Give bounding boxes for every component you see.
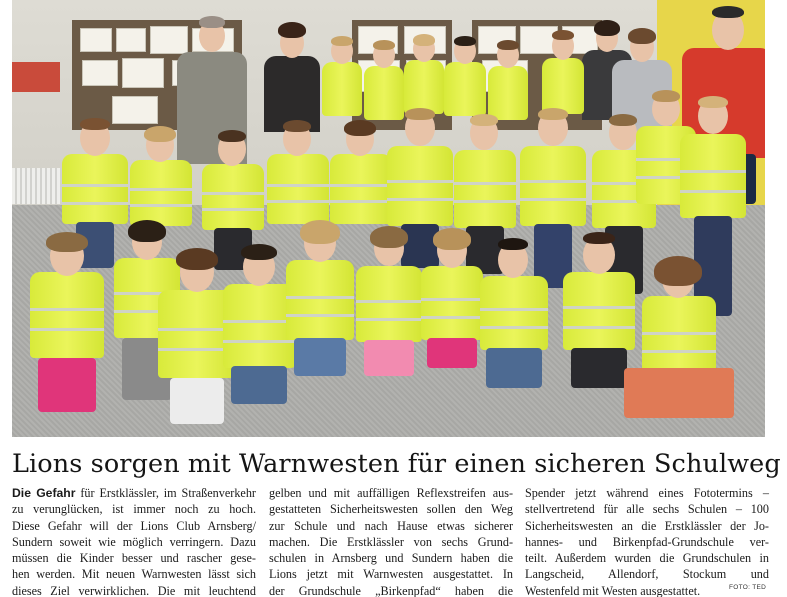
- article-line: Lions jetzt mit Warnwesten ausgestattet. In: [269, 567, 513, 582]
- article-line: teilt. Außerdem wurden die Grundschulen in: [525, 551, 769, 566]
- article-line: machen. Die Erstklässler von sechs Grund-: [269, 534, 513, 549]
- article-line: zu verunglücken, ist immer noch zu hoch.: [12, 502, 256, 517]
- article-line: Sundern soweit wie möglich verringern. Dazu: [12, 534, 256, 549]
- child: [352, 226, 426, 376]
- adult-woman-left: [264, 22, 320, 132]
- article-line: müssen die Kinder besser und rascher gese-: [12, 551, 256, 566]
- article-line: der Grundschule „Birkenpfad“ haben die: [269, 583, 513, 597]
- child: [542, 30, 584, 114]
- article-line: hen werden. Mit neuen Warnwesten lässt sich: [12, 567, 256, 582]
- child: [444, 36, 486, 116]
- article-line: dieses Ziel verwirklichen. Die mit leuchtend: [12, 583, 256, 597]
- article-line: Diese Gefahr will der Lions Club Arnsberg/: [12, 518, 256, 533]
- article-line: Spender jetzt während eines Fototermins –: [525, 486, 769, 500]
- group-photo: [12, 0, 765, 437]
- article-line: Langscheid, Allendorf, Stockum und: [525, 567, 769, 582]
- photo-credit: FOTO: TED: [729, 584, 767, 591]
- article-line: Sicherheitswesten an die Erstklässler der Jo-: [525, 518, 769, 533]
- child: [322, 36, 362, 116]
- article-column-3: [525, 485, 769, 597]
- article-headline: Lions sorgen mit Warnwesten für einen sicheren Schulweg: [12, 449, 781, 479]
- article-line: Westenfeld mit Westen ausgestattet.: [525, 583, 701, 597]
- article-line: Die Gefahr für Erstklässler, im Straßenverkehr: [12, 486, 256, 500]
- red-sign: [12, 62, 60, 92]
- article-column-1: [12, 485, 256, 597]
- article-lead: Die Gefahr: [12, 486, 76, 500]
- article-body: [12, 485, 777, 595]
- article-line: schulen in Arnsberg und Sundern haben die: [269, 551, 513, 566]
- article-line: gelben und mit auffälligen Reflexstreifen aus-: [269, 486, 513, 500]
- article-column-2: [269, 485, 513, 597]
- child: [280, 220, 360, 376]
- child: [624, 256, 734, 426]
- article-line: zur Schule und nach Hause etwas sicherer: [269, 518, 513, 533]
- article-line: gestatteten Sicherheitswesten sollen den Weg: [269, 502, 513, 517]
- child: [404, 34, 444, 114]
- article-line: stellvertretend für alle sechs Schulen – 100: [525, 502, 769, 517]
- child: [474, 238, 554, 388]
- child: [24, 232, 110, 412]
- article-line: hannes- und Birkenpfad-Grundschule ver-: [525, 534, 769, 549]
